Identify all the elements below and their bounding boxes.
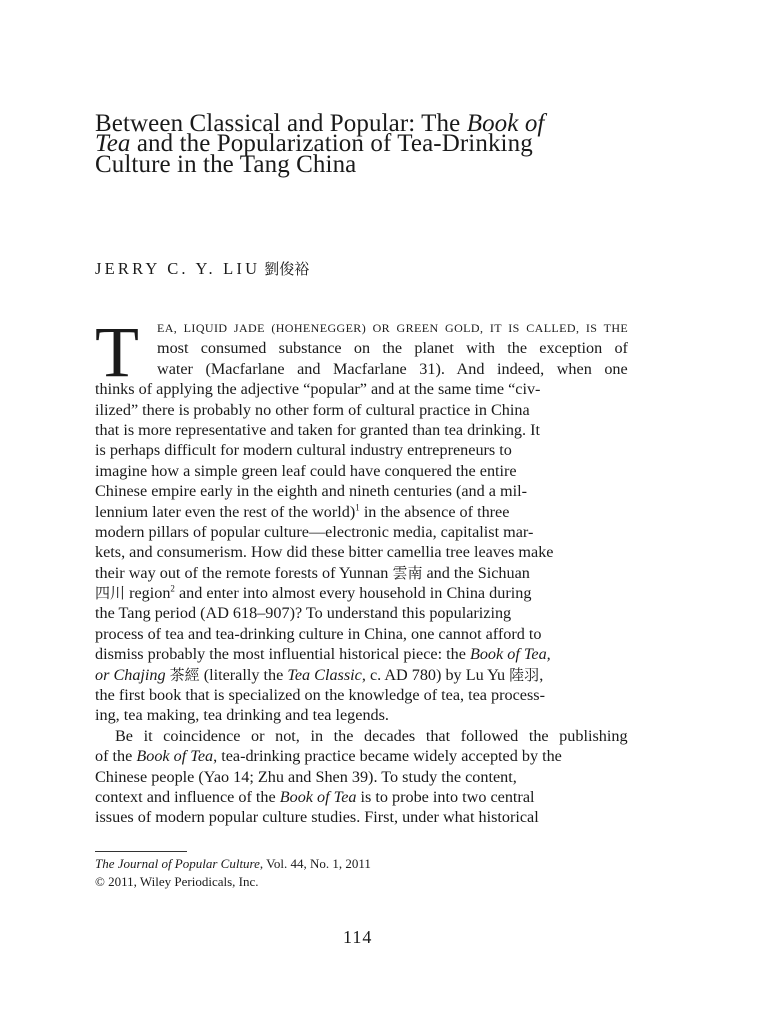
body-line: 四川 region$^2$ and enter into almost every household in China during (95, 583, 532, 603)
body-line: Be it coincidence or not, in the decades that followed the publishing (115, 726, 628, 745)
footnote-divider (95, 851, 187, 852)
body-line: dismiss probably the most influential historical piece: the Book of Tea, (95, 645, 551, 664)
body-line: Chinese empire early in the eighth and nineth centuries (and a mil- (95, 482, 527, 501)
copyright-notice: © 2011, Wiley Periodicals, Inc. (95, 873, 259, 889)
title-line-1: Between Classical and Popular: The Book of (95, 110, 545, 137)
footnote-ref[interactable]: 1 (355, 502, 360, 513)
body-line: or Chajing 茶經 (literally the Tea Classic, c. AD 780) by Lu Yu 陸羽, (95, 665, 544, 684)
body-line: process of tea and tea-drinking culture in China, one cannot afford to (95, 624, 542, 643)
journal-footnote (95, 855, 371, 890)
body-line: thinks of applying the adjective “popular” and at the same time “civ- (95, 380, 541, 399)
body-line: ing, tea making, tea drinking and tea legends. (95, 706, 389, 725)
body-line: of the Book of Tea, tea-drinking practice became widely accepted by the (95, 747, 562, 766)
body-line: kets, and consumerism. How did these bitter camellia tree leaves make (95, 543, 554, 562)
body-line: ilized” there is probably no other form of cultural practice in China (95, 400, 530, 419)
body-line: EA, LIQUID JADE (HOHENEGGER) OR GREEN GOLD, IT IS CALLED, IS THE (157, 321, 629, 335)
body-line: that is more representative and taken for granted than tea drinking. It (95, 420, 540, 439)
body-line: the Tang period (AD 618–907)? To understand this popularizing (95, 604, 512, 623)
body-line: most consumed substance on the planet with the exception of (157, 339, 628, 358)
title-line-3: Culture in the Tang China (95, 150, 357, 178)
drop-cap: T (95, 312, 139, 392)
body-line: modern pillars of popular culture—electronic media, capitalist mar- (95, 522, 534, 541)
body-line: water (Macfarlane and Macfarlane 31). And indeed, when one (157, 359, 628, 378)
body-line: issues of modern popular culture studies. First, under what historical (95, 808, 539, 827)
journal-citation: The Journal of Popular Culture, Vol. 44, No. 1, 2011 (95, 856, 371, 871)
body-line: imagine how a simple green leaf could have conquered the entire (95, 461, 517, 480)
author-byline (95, 258, 309, 279)
footnote-ref[interactable]: 2 (170, 583, 175, 594)
body-line: the first book that is specialized on the knowledge of tea, tea process- (95, 686, 545, 705)
body-line: lennium later even the rest of the world)$^1$ in the absence of three (95, 502, 510, 521)
title-line-2: Tea and the Popularization of Tea-Drinking (95, 130, 533, 158)
author-name-cjk: 劉俊裕 (264, 260, 310, 278)
body-line: context and influence of the Book of Tea is to probe into two central (95, 787, 535, 806)
body-line: Chinese people (Yao 14; Zhu and Shen 39). To study the content, (95, 767, 517, 786)
article-title (95, 108, 628, 178)
journal-page (95, 0, 628, 1024)
page-number: 114 (343, 927, 373, 947)
body-line: is perhaps difficult for modern cultural industry entrepreneurs to (95, 441, 512, 460)
body-line: their way out of the remote forests of Yunnan 雲南 and the Sichuan (95, 563, 530, 582)
author-name: JERRY C. Y. LIU (95, 259, 261, 278)
article-body (95, 312, 629, 828)
